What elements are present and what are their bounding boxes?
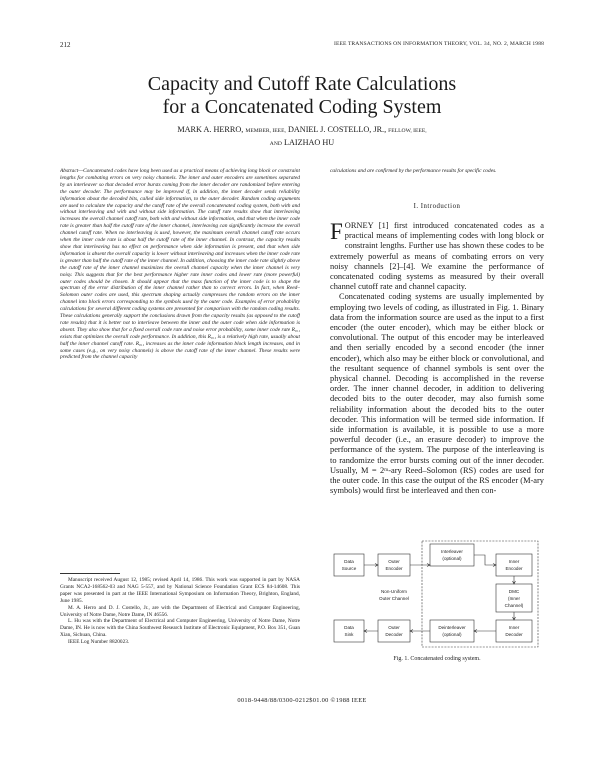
abstract-body: —Concatenated codes have long been used as a practical means of achieving long block or constraint lengths for combating errors on very noisy channels. The inner and outer encoders are sometimes separated by an interleaver so that decoded error bursts coming from the inner decoder are randomized before entering the outer decoder. The performance may be improved if, in addition, the inner decoder sends reliability information about the decoded bits, called side information, to the outer decoder. Random coding arguments are used to calculate the capacity and the cutoff rate of the overall concatenated coding system, both with and without interleaving and with and without side information. The cutoff rate results show that interleaving increases the overall channel cutoff rate, both with and without side information, and that when the inner code rate is greater than half the cutoff rate of the inner channel, interleaving can significantly increase the overall channel cutoff rate. When no interleaving is used, however, the maximum overall channel cutoff rate occurs when the inner code rate is about half the cutoff rate of the inner channel. In contrast, the capacity results show that interleaving has no effect on performance when side information is present, and that when side information is absent the overall capacity is lower without interleaving and increases when the inner code rate is greater than half the cutoff rate of the inner channel. In addition, choosing the inner code rate slightly above the cutoff rate of the inner channel maximizes the overall channel capacity when the inner channel is very noisy. This suggests that for the best performance higher rate inner codes and lower rate (more powerful) outer codes should be chosen. It should appear that the mass function of the inner code is to shape the spectrum of the error distribution of the inner channel rather than to correct errors. In fact, when Reed–Solomon outer codes are used, this spectrum shaping actually compresses the random errors on the inner channel into block errors corresponding to the symbols used by the outer code. Examples of error probability calculations for several different coding systems are presented for comparison with the random coding results. These calculations generally support the conclusions drawn from the capacity results (as opposed to the cutoff rate results) that it is better not to interleave between the inner and the outer code when side information is absent. They also show that for a fixed overall code rate and noise error probability, some inner code rate R₀,₁ exists that optimizes the overall code performance. In addition, this R₀,₁ is a relatively high rate, usually about half the inner channel cutoff rate. R₀,₁ increases as the inner code information block length increases, and in some cases (e.g., on very noisy channels) is above the cutoff rate of the inner channel. These results were predicted from the channel capacity bbox=[60, 168, 300, 361]
block-data-sink bbox=[334, 620, 364, 642]
block-label: Decoder bbox=[505, 632, 523, 637]
block-label: Interleaver bbox=[441, 549, 463, 554]
abstract-lead: Abstract bbox=[60, 168, 79, 174]
outer-channel-label: Non-Uniform bbox=[380, 589, 408, 594]
block-data-source bbox=[334, 554, 364, 576]
block-label: Outer bbox=[388, 559, 400, 564]
footnote-manuscript: Manuscript received August 12, 1985; revised April 14, 1986. This work was supported in part by NASA Grants NCA2-168562-03 and NAG 5-557, and by National Science Foundation Grant ECS 84-14608. This paper was presented in part at the IEEE International Symposium on Information Theory, Brighton, England, June 1985. bbox=[60, 577, 300, 604]
abstract bbox=[60, 168, 300, 560]
footnote-log-number: IEEE Log Number 8820023. bbox=[68, 639, 130, 646]
section-heading: I. Introduction bbox=[413, 203, 461, 210]
block-label: Channel) bbox=[504, 603, 524, 608]
author-line-2 bbox=[60, 137, 544, 150]
block-inner-encoder bbox=[496, 554, 532, 576]
arrow-decoder-to-sink bbox=[364, 630, 378, 633]
block-label: Decoder bbox=[385, 632, 403, 637]
drop-cap: F bbox=[330, 219, 343, 244]
intro-paragraph-1-text: ORNEY [1] first introduced concatenated codes as a practical means of implementing codes with long block or constraint lengths. Further use has shown these codes to be extremely powerful as means of combating errors on very noisy channels [2]–[4]. We examine the performance of concatenated coding systems as measured by their overall channel cutoff rate and channel capacity. bbox=[330, 221, 544, 292]
block-label: Sink bbox=[344, 632, 354, 637]
abstract-continuation: calculations and are confirmed by the performance results for specific codes. bbox=[330, 168, 497, 174]
block-outer-encoder bbox=[378, 554, 410, 576]
block-label: Data bbox=[344, 559, 354, 564]
author-membership: FELLOW, IEEE, bbox=[388, 128, 427, 134]
footnote-affiliation: L. Hu was with the Department of Electrical and Computer Engineering, University of Notre Dame, Notre Dame, IN. He is now with the China Southwest Research Institute of Electronic Equipment, P.O. Box 351, Guan Xian, Sichuan, China. bbox=[60, 618, 300, 639]
block-label: Outer bbox=[388, 625, 400, 630]
author-name: DANIEL J. COSTELLO, JR., bbox=[287, 125, 387, 134]
title-line-1: Capacity and Cutoff Rate Calculations bbox=[147, 73, 457, 95]
author-conjunction: AND bbox=[269, 141, 282, 147]
author-line-1 bbox=[60, 124, 544, 137]
block-outer-decoder bbox=[378, 620, 410, 642]
figure-1-block-diagram bbox=[330, 540, 544, 650]
arrow-source-to-encoder bbox=[364, 564, 378, 567]
footnote-rule bbox=[60, 573, 120, 574]
footnotes bbox=[60, 577, 300, 646]
arrow-interleaver-to-inner-encoder bbox=[474, 555, 496, 567]
copyright-footer: 0018-9448/88/0300-0212$01.00 ©1988 IEEE bbox=[237, 697, 367, 704]
block-label: Inner bbox=[508, 625, 520, 630]
arrow-encoder-to-interleaver bbox=[410, 564, 430, 567]
block-label: Inner bbox=[508, 559, 520, 564]
outer-channel-label: Outer Channel bbox=[379, 596, 409, 601]
block-inner-decoder bbox=[496, 620, 532, 642]
block-label: (optional) bbox=[442, 632, 462, 637]
title-line-2: for a Concatenated Coding System bbox=[162, 96, 442, 118]
intro-paragraph-1 bbox=[330, 221, 544, 292]
block-deinterleaver bbox=[430, 620, 474, 642]
paper-title bbox=[60, 73, 544, 119]
block-label: Encoder bbox=[505, 566, 523, 571]
block-interleaver bbox=[430, 544, 474, 566]
block-label: (Inner bbox=[507, 596, 521, 601]
page-number: 212 bbox=[60, 41, 71, 49]
block-label: Deinterleaver bbox=[438, 625, 466, 630]
intro-paragraph-2: Concatenated coding systems are usually implemented by employing two levels of coding, as illustrated in Fig. 1. Binary data from the information source are used as the input to a first encoder (the outer encoder), which may be either block or convolutional. The output of this encoder may be interleaved and then serially encoded by a second encoder (the inner encoder), which also may be either block or convolutional, and the resultant sequence of channel symbols is sent over the physical channel. Decoding is accomplished in the reverse order. The inner channel decoder, in addition to delivering decoded bits to the outer decoder, may also furnish some reliability information about the decoded bits to the outer decoder. This information will be termed side information. If side information is available, it is possible to use a more powerful decoder (i.e., an erasure decoder) to improve the performance of the system. The purpose of the interleaving is to randomize the error bursts coming out of the inner decoder. Usually, M = 2ᵐ-ary Reed–Solomon (RS) codes are used for the outer code. In this case the output of the RS encoder (M-ary symbols) would first be interleaved and then con- bbox=[330, 292, 544, 496]
arrow-channel-to-decoder bbox=[513, 612, 516, 620]
block-label: Source bbox=[341, 566, 357, 571]
introduction bbox=[330, 221, 544, 496]
author-name: MARK A. HERRO, bbox=[177, 125, 244, 134]
footnote-affiliation: M. A. Herro and D. J. Costello, Jr., are with the Department of Electrical and Computer Engineering, University of Notre Dame, Notre Dame, IN 46556. bbox=[60, 604, 300, 618]
arrow-deinterleaver-to-outer-decoder bbox=[410, 630, 430, 633]
author-name: LAIZHAO HU bbox=[283, 138, 335, 147]
figure-caption: Fig. 1. Concatenated coding system. bbox=[393, 656, 481, 662]
block-label: DMC bbox=[508, 589, 520, 594]
arrow-encoder-to-channel bbox=[513, 576, 516, 584]
block-label: Data bbox=[344, 625, 354, 630]
author-membership: MEMBER, IEEE, bbox=[245, 128, 286, 134]
block-label: (optional) bbox=[442, 556, 462, 561]
arrow-inner-decoder-to-deinterleaver bbox=[474, 630, 496, 633]
block-label: Encoder bbox=[385, 566, 403, 571]
author-list bbox=[60, 124, 544, 150]
running-header: IEEE TRANSACTIONS ON INFORMATION THEORY, VOL. 34, NO. 2, MARCH 1988 bbox=[333, 41, 544, 47]
